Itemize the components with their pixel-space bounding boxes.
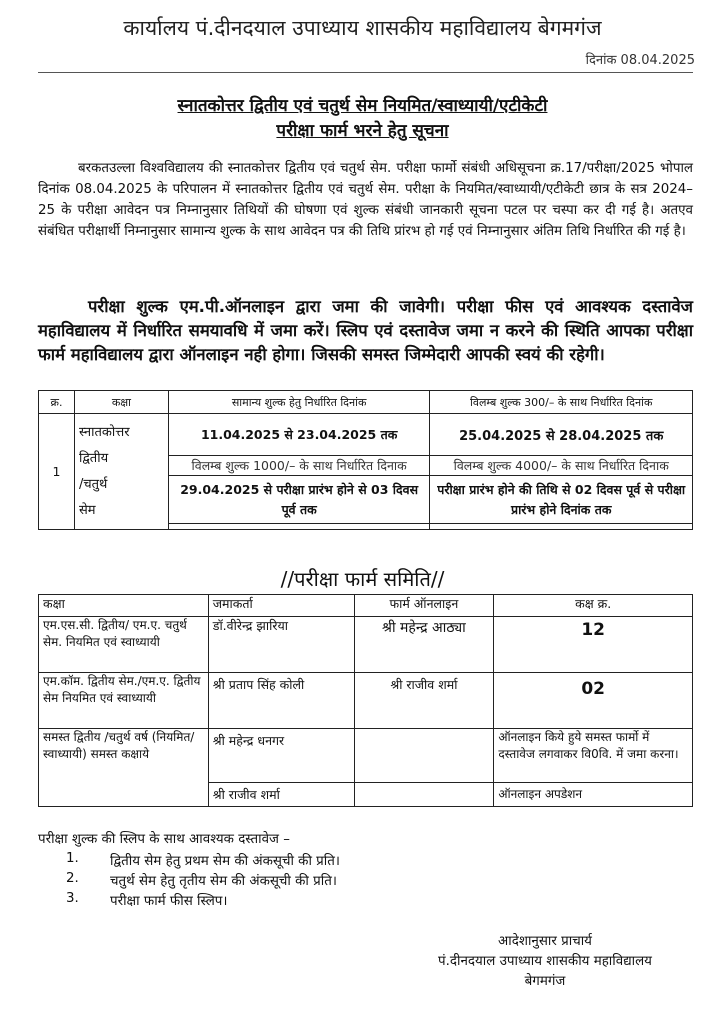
committee-collector: डॉ.वीरेन्द्र झारिया	[208, 617, 354, 673]
class-cell	[74, 414, 168, 530]
normal-fee-dates: 11.04.2025 से 23.04.2025 तक	[168, 414, 430, 456]
committee-class: एम.कॉम. द्वितीय सेम./एम.ए. द्वितीय सेम नियमित एवं स्वाध्यायी	[39, 673, 209, 729]
schedule-table	[38, 390, 693, 530]
subject-line-2: परीक्षा फार्म भरने हेतु सूचना	[276, 121, 449, 141]
committee-online	[354, 783, 494, 807]
signature-designation: आदेशानुसार प्राचार्य	[498, 934, 592, 949]
table-row	[39, 729, 693, 783]
header-serial: क्र.	[39, 391, 75, 414]
serial-cell: 1	[39, 414, 75, 530]
committee-table	[38, 594, 693, 807]
committee-header-collector: जमाकर्ता	[208, 595, 354, 617]
schedule-header-row	[39, 391, 693, 414]
committee-title: //परीक्षा फार्म समिति//	[280, 567, 445, 591]
committee-header-online: फार्म ऑनलाइन	[354, 595, 494, 617]
table-row	[39, 617, 693, 673]
document-number: 2.	[66, 871, 79, 886]
committee-note: ऑनलाइन किये हुये समस्त फार्मो में दस्तावेज लगवाकर वि0वि. में जमा करना।	[494, 729, 693, 783]
committee-class: एम.एस.सी. द्वितीय/ एम.ए. चतुर्थ सेम. नियमित एवं स्वाध्यायी	[39, 617, 209, 673]
office-title: कार्यालय पं.दीनदयाल उपाध्याय शासकीय महाविद्यालय बेगमगंज	[123, 16, 602, 40]
notice-date: दिनांक 08.04.2025	[585, 53, 695, 68]
document-item: चतुर्थ सेम हेतु तृतीय सेम की अंकसूची की प्रति।	[110, 874, 337, 889]
committee-collector: श्री राजीव शर्मा	[208, 783, 354, 807]
header-normal-fee: सामान्य शुल्क हेतु निर्धारित दिनांक	[168, 391, 430, 414]
class-line: सेम	[78, 503, 96, 518]
header-late-300: विलम्ब शुल्क 300/– के साथ निर्धारित दिनांक	[430, 391, 693, 414]
committee-header-row	[39, 595, 693, 617]
subject-line-1: स्नातकोत्तर द्वितीय एवं चतुर्थ सेम नियमित/स्वाध्यायी/एटीकेटी	[177, 96, 548, 116]
document-item: द्वितीय सेम हेतु प्रथम सेम की अंकसूची की प्रति।	[110, 854, 340, 869]
body-paragraph: बरकतउल्ला विश्वविद्यालय की स्नातकोत्तर द्वितीय एवं चतुर्थ सेम. परीक्षा फार्मो संबंधी अधिसूचना क्र.17/परीक्षा/2025 भोपाल दिनांक 08.04.2025 के परिपालन में स्नातकोत्तर द्वितीय एवं चतुर्थ सेम. परीक्षा के नियमित/स्वाध्यायी/एटीकेटी छात्र के सत्र 2024–25 के परीक्षा आवेदन पत्र निम्नानुसार तिथियों की घोषणा एवं शुल्क संबंधी जानकारी सूचना पटल पर चस्पा कर दी गई है। अतएव संबंधित परीक्षार्थी निम्नानुसार सामान्य शुल्क के साथ आवेदन पत्र की तिथि प्रांरभ हो गई एवं निम्नानुसार अंतिम तिथि निर्धारित की गई है।	[38, 161, 693, 239]
documents-title: परीक्षा शुल्क की स्लिप के साथ आवश्यक दस्तावेज –	[38, 832, 290, 847]
late-1000-dates: 29.04.2025 से परीक्षा प्रारंभ होने से 03 दिवस पूर्व तक	[168, 476, 430, 524]
signature-college: पं.दीनदयाल उपाध्याय शासकीय महाविद्यालय	[438, 954, 652, 969]
committee-collector: श्री प्रताप सिंह कोली	[208, 673, 354, 729]
signature-place: बेगमगंज	[524, 974, 566, 989]
committee-room: 12	[494, 617, 693, 673]
header-class: कक्षा	[74, 391, 168, 414]
class-line: स्नातकोत्तर	[78, 425, 130, 440]
committee-online: श्री राजीव शर्मा	[354, 673, 494, 729]
committee-class: समस्त द्वितीय /चतुर्थ वर्ष (नियमित/स्वाध्यायी) समस्त कक्षाये	[39, 729, 209, 807]
committee-note: ऑनलाइन अपडेशन	[494, 783, 693, 807]
committee-collector: श्री महेन्द्र धनगर	[208, 729, 354, 783]
header-divider	[38, 72, 693, 73]
table-row	[39, 673, 693, 729]
committee-header-room: कक्ष क्र.	[494, 595, 693, 617]
late-300-dates: 25.04.2025 से 28.04.2025 तक	[430, 414, 693, 456]
committee-header-class: कक्षा	[39, 595, 209, 617]
document-number: 1.	[66, 851, 79, 866]
committee-online: श्री महेन्द्र आठ्या	[354, 617, 494, 673]
document-item: परीक्षा फार्म फीस स्लिप।	[110, 894, 228, 909]
late-4000-dates: परीक्षा प्रारंभ होने की तिथि से 02 दिवस पूर्व से परीक्षा प्रारंभ होने दिनांक तक	[430, 476, 693, 524]
class-line: /चतुर्थ	[78, 477, 108, 492]
late-4000-label: विलम्ब शुल्क 4000/– के साथ निर्धारित दिनाक	[430, 456, 693, 476]
fee-instruction-paragraph: परीक्षा शुल्क एम.पी.ऑनलाइन द्वारा जमा की जावेगी। परीक्षा फीस एवं आवश्यक दस्तावेज महाविद्यालय में निर्धारित समयावधि में जमा करें। स्लिप एवं दस्तावेज जमा न करने की स्थिति आपका परीक्षा फार्म महाविद्यालय द्वारा ऑनलाइन नही होगा। जिसकी समस्त जिम्मेदारी आपकी स्वयं की रहेगी।	[38, 297, 693, 364]
committee-room: 02	[494, 673, 693, 729]
late-1000-label: विलम्ब शुल्क 1000/– के साथ निर्धारित दिनाक	[168, 456, 430, 476]
committee-online	[354, 729, 494, 783]
document-number: 3.	[66, 891, 79, 906]
class-line: द्वितीय	[78, 451, 109, 466]
